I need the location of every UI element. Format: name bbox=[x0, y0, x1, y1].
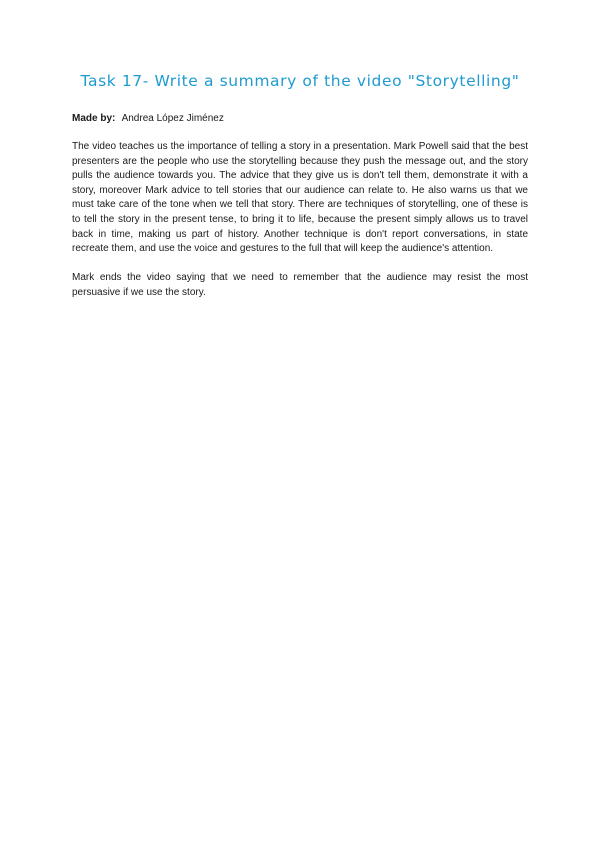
author-line bbox=[72, 113, 224, 124]
author-label: Made by: bbox=[72, 113, 116, 124]
summary-paragraph-1: The video teaches us the importance of telling a story in a presentation. Mark Powell said that the best presenters are the people who use the storytelling because they push the message out, and the story pulls the audience towards you. The advice that they give us is don't tell them, demonstrate it with a story, moreover Mark advice to tell stories that our audience can relate to. He also warns us that we must take care of the tone when we tell that story. There are techniques of storytelling, one of these is to tell the story in the present tense, to bring it to life, because the present simply allows us to travel back in time, making us part of history. Another technique is don't report conversations, in state recreate them, and use the voice and gestures to the full that will keep the audience's attention. bbox=[72, 141, 528, 255]
document-title: Task 17- Write a summary of the video "Storytelling" bbox=[80, 72, 520, 90]
author-name: Andrea López Jiménez bbox=[121, 113, 224, 124]
summary-paragraph-2: Mark ends the video saying that we need to remember that the audience may resist the most persuasive if we use the story. bbox=[72, 272, 528, 298]
summary-body bbox=[72, 140, 528, 315]
